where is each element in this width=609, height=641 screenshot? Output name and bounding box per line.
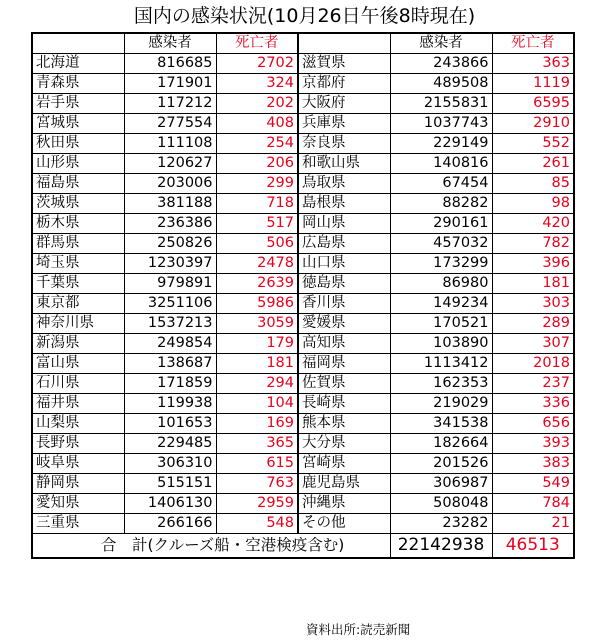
deaths-value: 206 <box>216 154 298 174</box>
cases-value: 138687 <box>124 354 216 374</box>
cases-value: 306987 <box>390 474 492 494</box>
prefecture-name: 千葉県 <box>32 274 124 294</box>
table-row <box>32 414 574 434</box>
prefecture-name: 鹿児島県 <box>298 474 390 494</box>
deaths-value: 718 <box>216 194 298 214</box>
deaths-value: 85 <box>492 174 574 194</box>
cases-value: 1406130 <box>124 494 216 514</box>
cases-value: 203006 <box>124 174 216 194</box>
table-row <box>32 314 574 334</box>
total-deaths: 46513 <box>492 534 574 559</box>
deaths-value: 303 <box>492 294 574 314</box>
deaths-value: 2959 <box>216 494 298 514</box>
cases-value: 229149 <box>390 134 492 154</box>
cases-value: 119938 <box>124 394 216 414</box>
cases-value: 149234 <box>390 294 492 314</box>
deaths-value: 615 <box>216 454 298 474</box>
deaths-value: 549 <box>492 474 574 494</box>
cases-value: 381188 <box>124 194 216 214</box>
cases-value: 140816 <box>390 154 492 174</box>
table-row <box>32 154 574 174</box>
header-deaths-left: 死亡者 <box>216 33 298 54</box>
prefecture-name: 山形県 <box>32 154 124 174</box>
deaths-value: 383 <box>492 454 574 474</box>
table-row <box>32 254 574 274</box>
header-blank-right <box>298 33 390 54</box>
covid-cases-table <box>31 32 575 559</box>
deaths-value: 363 <box>492 54 574 74</box>
deaths-value: 336 <box>492 394 574 414</box>
table-row <box>32 514 574 534</box>
page-title: 国内の感染状況(10月26日午後8時現在) <box>133 5 476 27</box>
table-row <box>32 174 574 194</box>
prefecture-name: 山梨県 <box>32 414 124 434</box>
cases-value: 249854 <box>124 334 216 354</box>
deaths-value: 517 <box>216 214 298 234</box>
table-row <box>32 454 574 474</box>
table-row <box>32 194 574 214</box>
prefecture-name: 奈良県 <box>298 134 390 154</box>
deaths-value: 307 <box>492 334 574 354</box>
cases-value: 101653 <box>124 414 216 434</box>
cases-value: 515151 <box>124 474 216 494</box>
prefecture-name: 埼玉県 <box>32 254 124 274</box>
prefecture-name: 静岡県 <box>32 474 124 494</box>
prefecture-name: 長野県 <box>32 434 124 454</box>
cases-value: 306310 <box>124 454 216 474</box>
prefecture-name: 鳥取県 <box>298 174 390 194</box>
cases-value: 816685 <box>124 54 216 74</box>
table-row <box>32 274 574 294</box>
cases-value: 236386 <box>124 214 216 234</box>
deaths-value: 98 <box>492 194 574 214</box>
cases-value: 120627 <box>124 154 216 174</box>
prefecture-name: 群馬県 <box>32 234 124 254</box>
cases-value: 86980 <box>390 274 492 294</box>
table-row <box>32 474 574 494</box>
prefecture-name: 三重県 <box>32 514 124 534</box>
prefecture-name: 福岡県 <box>298 354 390 374</box>
source-note: 資料出所:読売新聞 <box>306 622 411 637</box>
cases-value: 457032 <box>390 234 492 254</box>
deaths-value: 6595 <box>492 94 574 114</box>
prefecture-name: 栃木県 <box>32 214 124 234</box>
prefecture-name: 山口県 <box>298 254 390 274</box>
cases-value: 250826 <box>124 234 216 254</box>
cases-value: 508048 <box>390 494 492 514</box>
cases-value: 67454 <box>390 174 492 194</box>
cases-value: 1037743 <box>390 114 492 134</box>
cases-value: 170521 <box>390 314 492 334</box>
table-row <box>32 214 574 234</box>
prefecture-name: 青森県 <box>32 74 124 94</box>
cases-value: 979891 <box>124 274 216 294</box>
cases-value: 182664 <box>390 434 492 454</box>
deaths-value: 1119 <box>492 74 574 94</box>
prefecture-name: 岩手県 <box>32 94 124 114</box>
cases-value: 489508 <box>390 74 492 94</box>
cases-value: 23282 <box>390 514 492 534</box>
prefecture-name: 宮崎県 <box>298 454 390 474</box>
cases-value: 277554 <box>124 114 216 134</box>
cases-value: 173299 <box>390 254 492 274</box>
table-row <box>32 394 574 414</box>
table-row <box>32 234 574 254</box>
deaths-value: 202 <box>216 94 298 114</box>
prefecture-name: 長崎県 <box>298 394 390 414</box>
deaths-value: 324 <box>216 74 298 94</box>
prefecture-name: 福島県 <box>32 174 124 194</box>
table-row <box>32 374 574 394</box>
cases-value: 266166 <box>124 514 216 534</box>
prefecture-name: 大阪府 <box>298 94 390 114</box>
prefecture-name: 徳島県 <box>298 274 390 294</box>
cases-value: 290161 <box>390 214 492 234</box>
prefecture-name: 兵庫県 <box>298 114 390 134</box>
deaths-value: 552 <box>492 134 574 154</box>
deaths-value: 548 <box>216 514 298 534</box>
deaths-value: 21 <box>492 514 574 534</box>
prefecture-name: 佐賀県 <box>298 374 390 394</box>
cases-value: 117212 <box>124 94 216 114</box>
deaths-value: 181 <box>216 354 298 374</box>
cases-value: 201526 <box>390 454 492 474</box>
prefecture-name: 新潟県 <box>32 334 124 354</box>
cases-value: 341538 <box>390 414 492 434</box>
deaths-value: 104 <box>216 394 298 414</box>
prefecture-name: 秋田県 <box>32 134 124 154</box>
prefecture-name: 富山県 <box>32 354 124 374</box>
deaths-value: 408 <box>216 114 298 134</box>
deaths-value: 3059 <box>216 314 298 334</box>
prefecture-name: 北海道 <box>32 54 124 74</box>
deaths-value: 763 <box>216 474 298 494</box>
cases-value: 2155831 <box>390 94 492 114</box>
cases-value: 1113412 <box>390 354 492 374</box>
deaths-value: 294 <box>216 374 298 394</box>
header-blank-left <box>32 33 124 54</box>
cases-value: 171859 <box>124 374 216 394</box>
deaths-value: 2702 <box>216 54 298 74</box>
deaths-value: 261 <box>492 154 574 174</box>
prefecture-name: 京都府 <box>298 74 390 94</box>
deaths-value: 393 <box>492 434 574 454</box>
prefecture-name: 東京都 <box>32 294 124 314</box>
prefecture-name: 大分県 <box>298 434 390 454</box>
deaths-value: 169 <box>216 414 298 434</box>
cases-value: 3251106 <box>124 294 216 314</box>
table-row <box>32 434 574 454</box>
deaths-value: 2639 <box>216 274 298 294</box>
table-body <box>32 33 574 558</box>
deaths-value: 299 <box>216 174 298 194</box>
deaths-value: 5986 <box>216 294 298 314</box>
table-row <box>32 354 574 374</box>
prefecture-name: 香川県 <box>298 294 390 314</box>
prefecture-name: 熊本県 <box>298 414 390 434</box>
deaths-value: 289 <box>492 314 574 334</box>
deaths-value: 420 <box>492 214 574 234</box>
deaths-value: 2478 <box>216 254 298 274</box>
prefecture-name: その他 <box>298 514 390 534</box>
prefecture-name: 岡山県 <box>298 214 390 234</box>
prefecture-name: 宮城県 <box>32 114 124 134</box>
deaths-value: 2910 <box>492 114 574 134</box>
deaths-value: 2018 <box>492 354 574 374</box>
deaths-value: 784 <box>492 494 574 514</box>
table-row <box>32 134 574 154</box>
deaths-value: 254 <box>216 134 298 154</box>
prefecture-name: 愛媛県 <box>298 314 390 334</box>
prefecture-name: 茨城県 <box>32 194 124 214</box>
prefecture-name: 岐阜県 <box>32 454 124 474</box>
cases-value: 162353 <box>390 374 492 394</box>
table-row <box>32 74 574 94</box>
cases-value: 229485 <box>124 434 216 454</box>
cases-value: 171901 <box>124 74 216 94</box>
deaths-value: 782 <box>492 234 574 254</box>
table-row <box>32 114 574 134</box>
table-row <box>32 54 574 74</box>
deaths-value: 237 <box>492 374 574 394</box>
prefecture-name: 滋賀県 <box>298 54 390 74</box>
deaths-value: 506 <box>216 234 298 254</box>
header-cases-right: 感染者 <box>390 33 492 54</box>
cases-value: 1537213 <box>124 314 216 334</box>
total-label: 合 計(クルーズ船・空港検疫含む) <box>32 534 390 559</box>
prefecture-name: 福井県 <box>32 394 124 414</box>
deaths-value: 396 <box>492 254 574 274</box>
prefecture-name: 神奈川県 <box>32 314 124 334</box>
cases-value: 1230397 <box>124 254 216 274</box>
cases-value: 103890 <box>390 334 492 354</box>
deaths-value: 656 <box>492 414 574 434</box>
cases-value: 111108 <box>124 134 216 154</box>
prefecture-name: 沖縄県 <box>298 494 390 514</box>
prefecture-name: 愛知県 <box>32 494 124 514</box>
prefecture-name: 石川県 <box>32 374 124 394</box>
prefecture-name: 高知県 <box>298 334 390 354</box>
table-row <box>32 334 574 354</box>
table-row <box>32 494 574 514</box>
prefecture-name: 島根県 <box>298 194 390 214</box>
prefecture-name: 広島県 <box>298 234 390 254</box>
table-row <box>32 294 574 314</box>
cases-value: 243866 <box>390 54 492 74</box>
header-cases-left: 感染者 <box>124 33 216 54</box>
header-deaths-right: 死亡者 <box>492 33 574 54</box>
cases-value: 219029 <box>390 394 492 414</box>
total-row <box>32 534 574 559</box>
header-row <box>32 33 574 54</box>
deaths-value: 365 <box>216 434 298 454</box>
total-cases: 22142938 <box>390 534 492 559</box>
prefecture-name: 和歌山県 <box>298 154 390 174</box>
deaths-value: 181 <box>492 274 574 294</box>
table-row <box>32 94 574 114</box>
deaths-value: 179 <box>216 334 298 354</box>
cases-value: 88282 <box>390 194 492 214</box>
